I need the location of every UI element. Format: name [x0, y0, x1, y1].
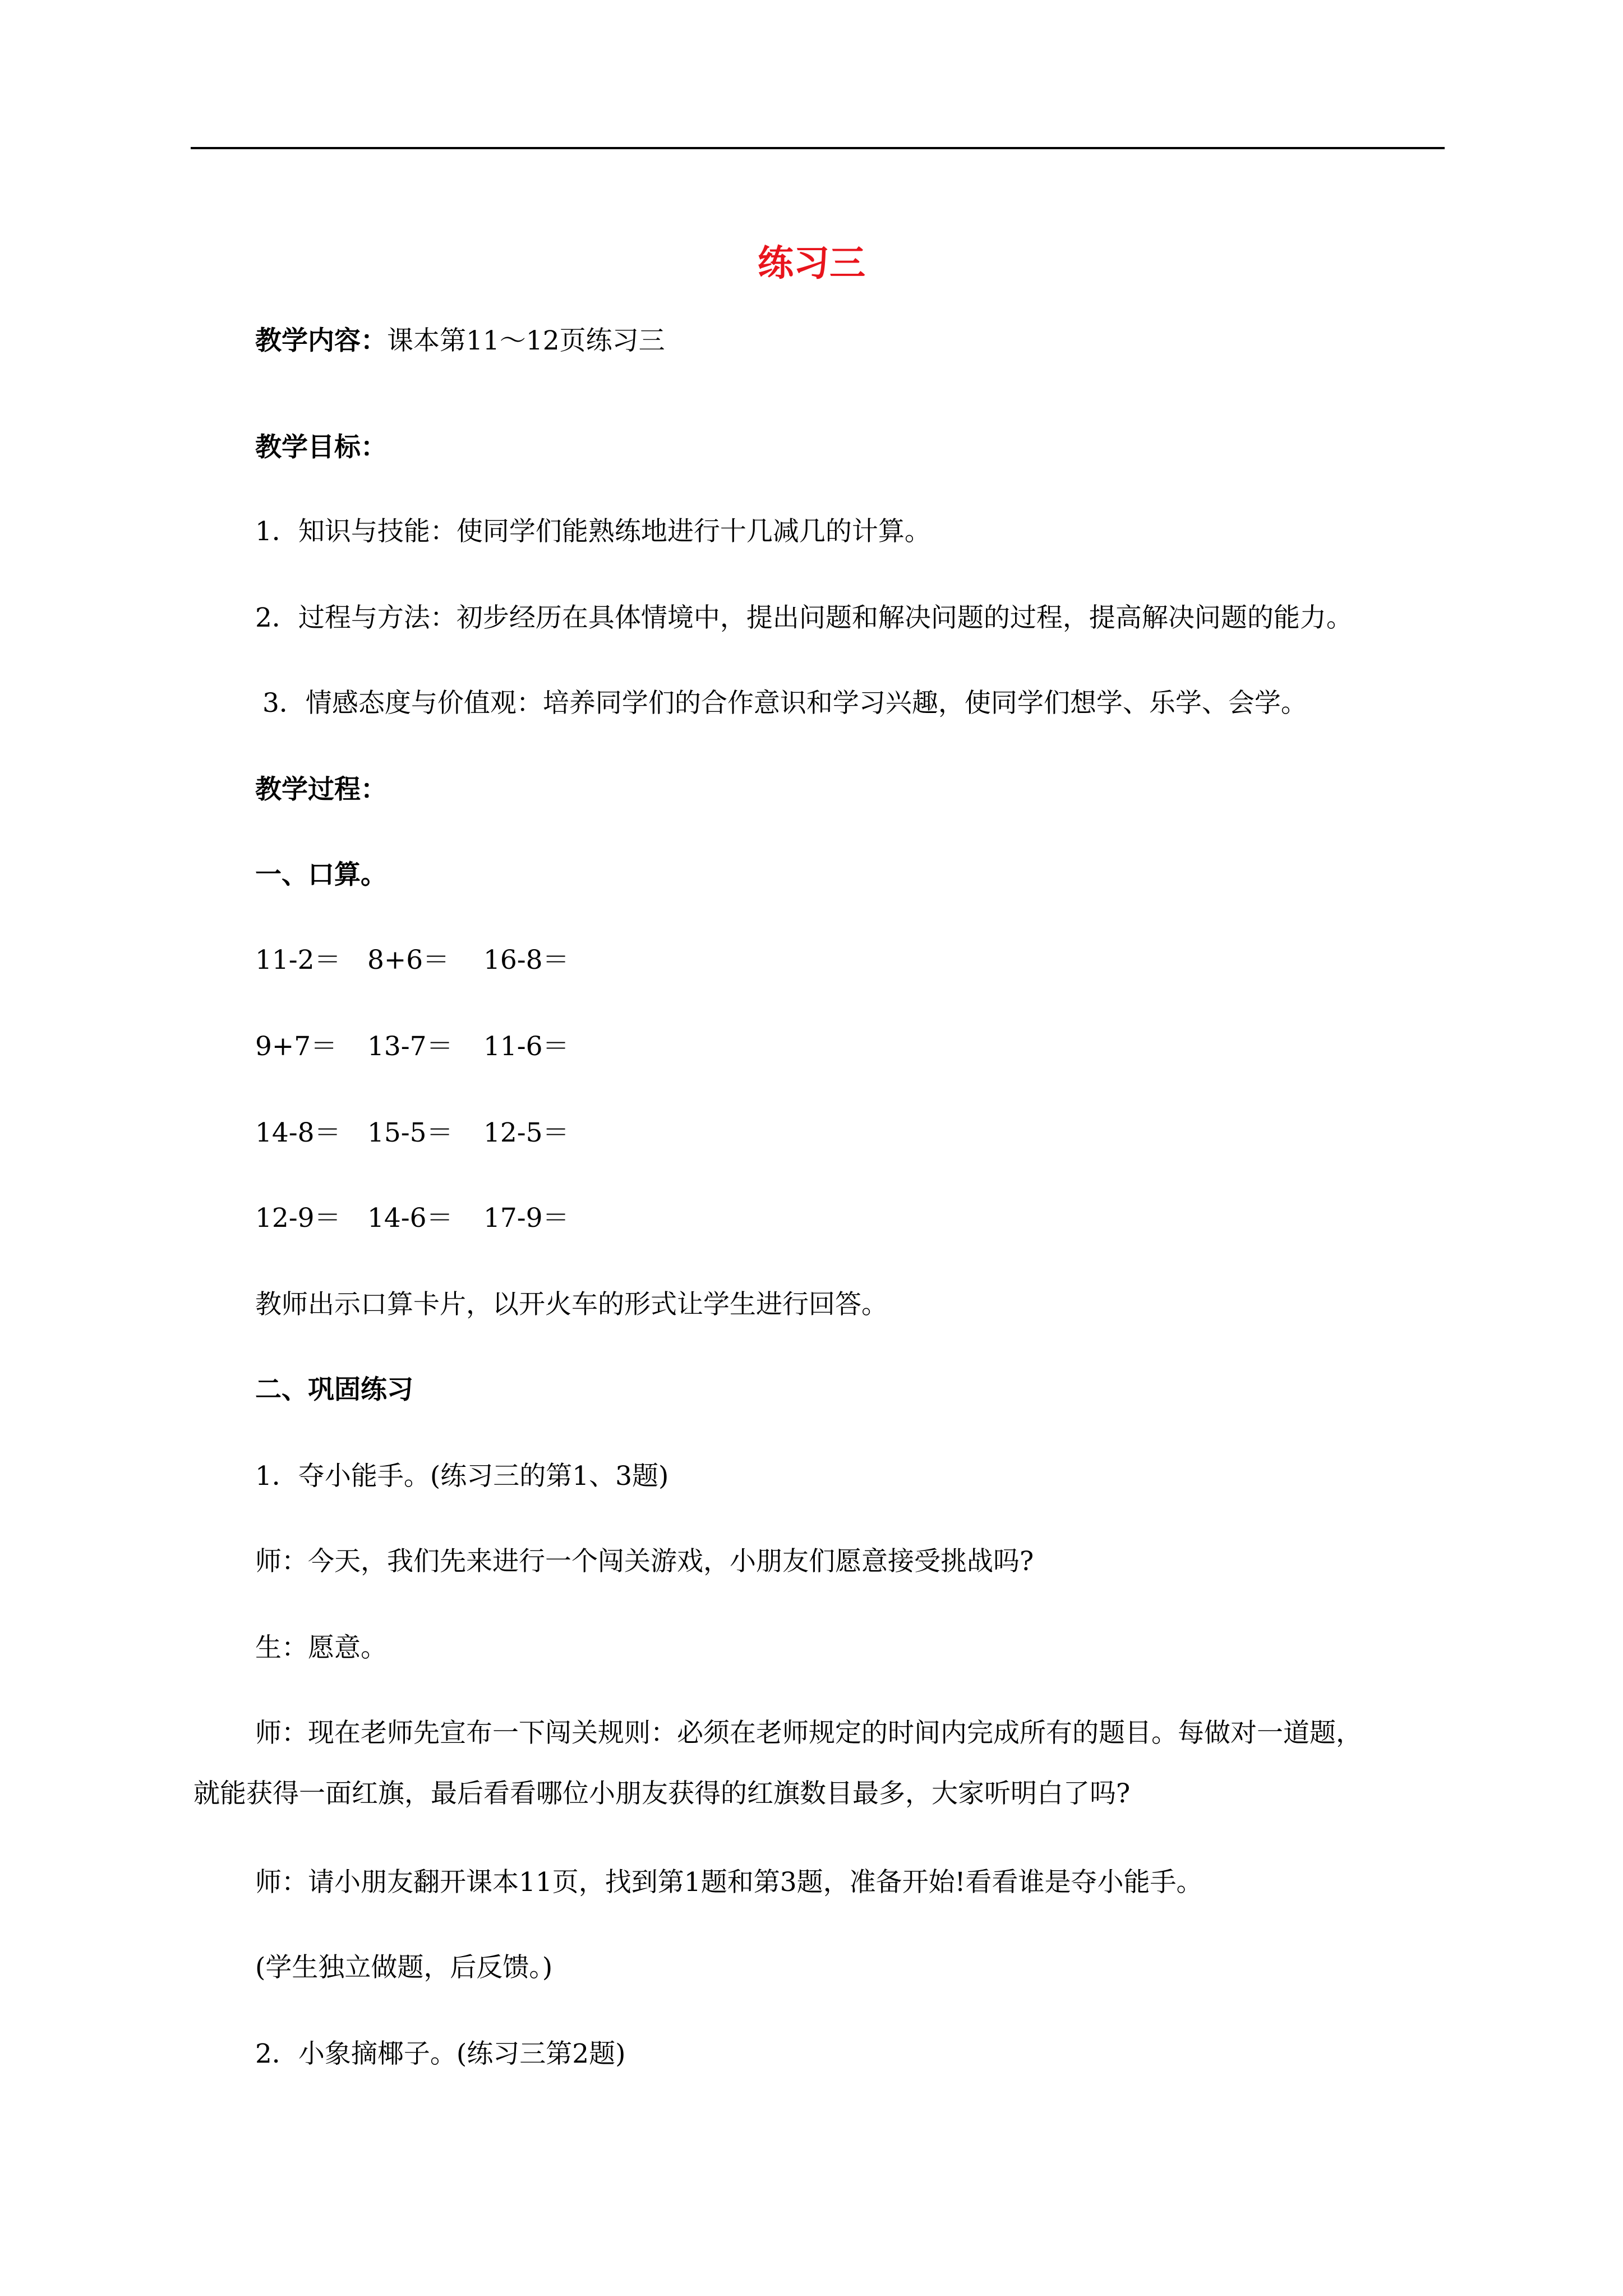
dialogue-line-6: (学生独立做题，后反馈。): [255, 1952, 553, 1983]
goal-item-1: 1．知识与技能：使同学们能熟练地进行十几减几的计算。: [255, 516, 931, 547]
dialogue-line-2: 生：愿意。: [255, 1632, 387, 1663]
arith-r3-c1: 14-8＝: [255, 1117, 341, 1148]
arith-r3-c3: 12-5＝: [483, 1117, 569, 1148]
section1-note: 教师出示口算卡片，以开火车的形式让学生进行回答。: [255, 1289, 888, 1320]
section1-heading: 一、口算。: [255, 859, 387, 890]
section2-heading: 二、巩固练习: [255, 1374, 413, 1405]
dialogue-line-5: 师：请小朋友翻开课本11页，找到第1题和第3题，准备开始!看看谁是夺小能手。: [255, 1867, 1203, 1898]
content-label: 教学内容：: [255, 325, 387, 356]
page-title: 练习三: [758, 242, 865, 284]
arith-r2-c1: 9+7＝: [255, 1031, 338, 1062]
goal-item-2: 2．过程与方法：初步经历在具体情境中，提出问题和解决问题的过程，提高解决问题的能力。: [255, 602, 1353, 633]
arith-r2-c3: 11-6＝: [483, 1031, 569, 1062]
content-line: [255, 319, 665, 364]
dialogue-line-4: 就能获得一面红旗，最后看看哪位小朋友获得的红旗数目最多，大家听明白了吗?: [193, 1778, 1131, 1809]
practice-item-2: 2．小象摘椰子。(练习三第2题): [255, 2039, 626, 2069]
arith-r4-c2: 14-6＝: [367, 1203, 453, 1234]
arith-r4-c1: 12-9＝: [255, 1203, 341, 1234]
header-rule: [191, 147, 1445, 149]
content-text: 课本第11～12页练习三: [387, 325, 665, 356]
goals-heading: 教学目标：: [255, 432, 387, 463]
arith-r4-c3: 17-9＝: [483, 1203, 569, 1234]
arith-r2-c2: 13-7＝: [367, 1031, 453, 1062]
arith-r1-c3: 16-8＝: [483, 945, 569, 976]
dialogue-line-1: 师：今天，我们先来进行一个闯关游戏，小朋友们愿意接受挑战吗?: [255, 1546, 1034, 1577]
dialogue-line-3: 师：现在老师先宣布一下闯关规则：必须在老师规定的时间内完成所有的题目。每做对一道题，: [255, 1718, 1362, 1749]
arith-r3-c2: 15-5＝: [367, 1117, 453, 1148]
practice-item-1: 1．夺小能手。(练习三的第1、3题): [255, 1461, 669, 1492]
process-heading: 教学过程：: [255, 774, 387, 805]
arith-r1-c2: 8+6＝: [367, 945, 450, 976]
goal-item-3: 3．情感态度与价值观：培养同学们的合作意识和学习兴趣，使同学们想学、乐学、会学。: [262, 688, 1307, 719]
arith-r1-c1: 11-2＝: [255, 945, 341, 976]
